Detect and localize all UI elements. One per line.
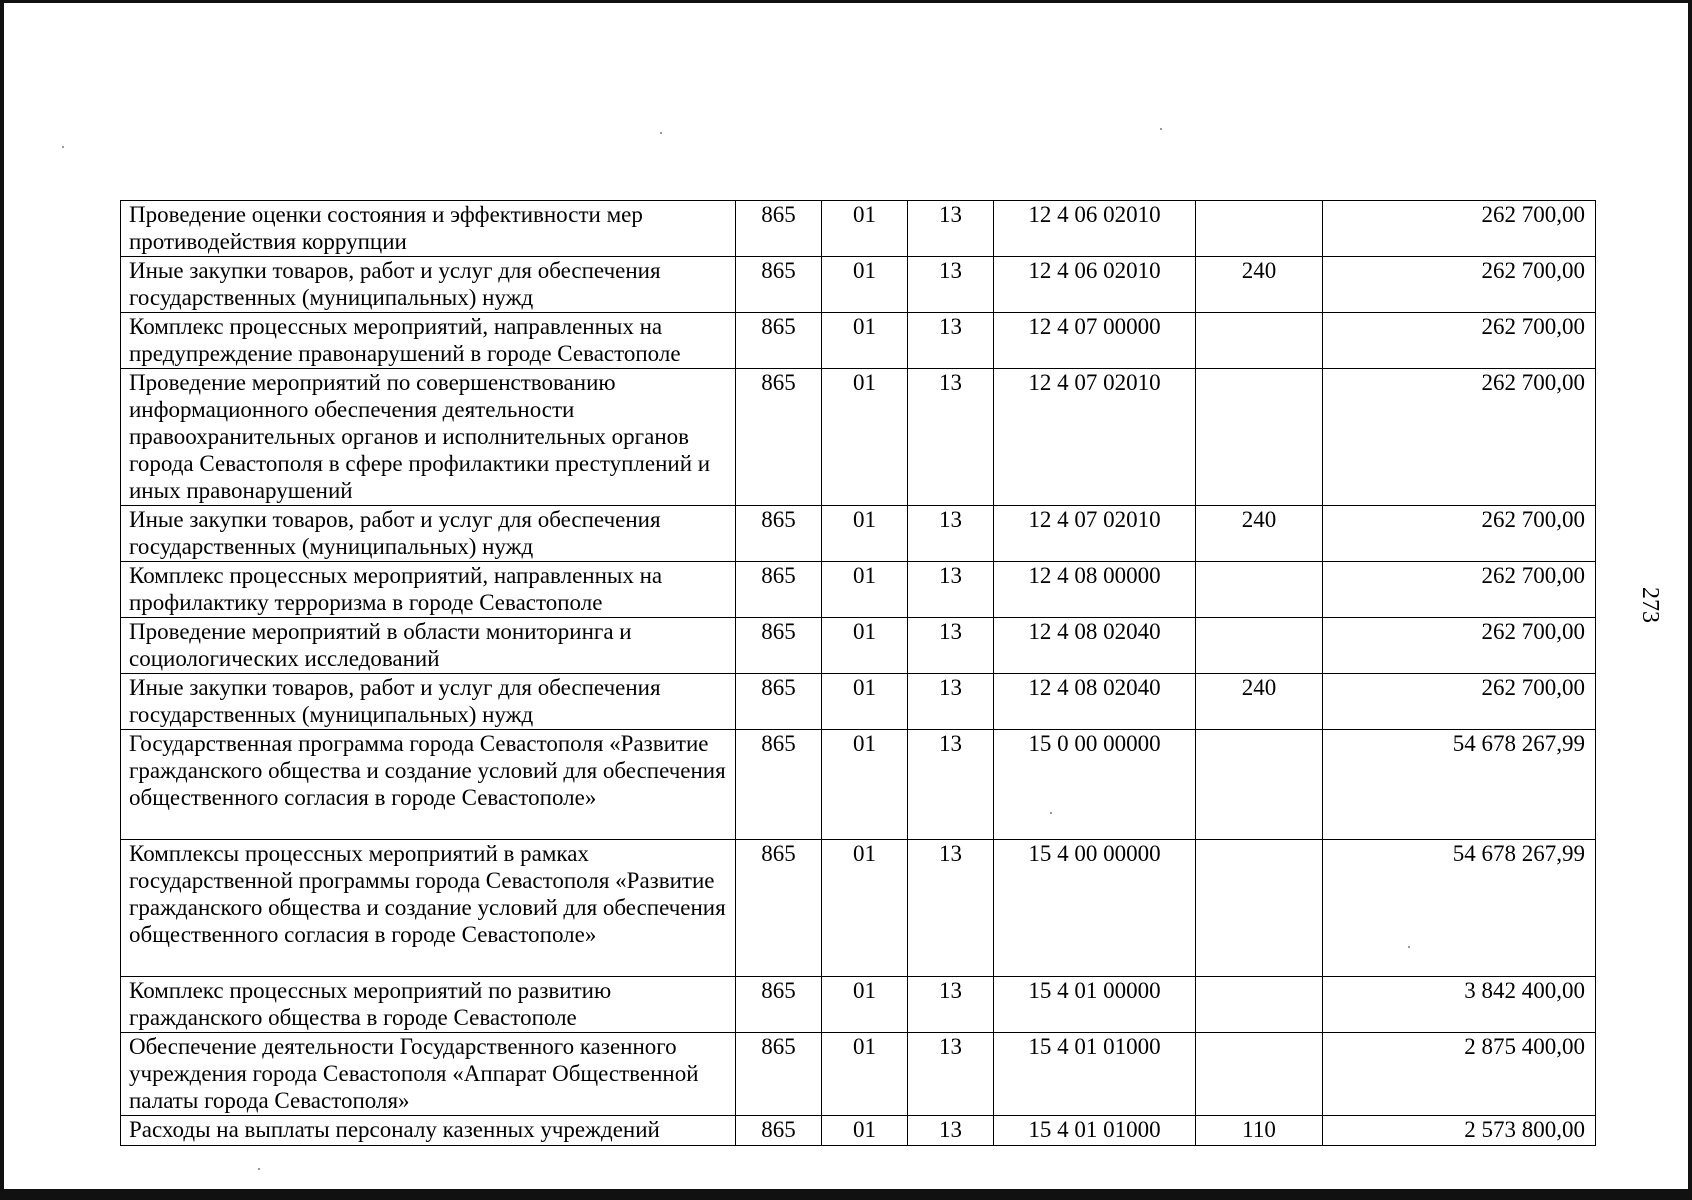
row-name: Иные закупки товаров, работ и услуг для обеспечения государственных (муниципальных) нужд: [121, 674, 736, 730]
row-grbs-code: 865: [736, 977, 822, 1033]
row-expense-type-code: [1196, 1033, 1323, 1116]
budget-table: [120, 200, 1596, 1146]
row-expense-type-code: 240: [1196, 257, 1323, 313]
row-subsection-code: 13: [908, 313, 994, 369]
row-expense-type-code: [1196, 562, 1323, 618]
row-subsection-code: 13: [908, 840, 994, 977]
row-subsection-code: 13: [908, 674, 994, 730]
row-name: Комплекс процессных мероприятий, направленных на предупреждение правонарушений в городе Севастополе: [121, 313, 736, 369]
row-grbs-code: 865: [736, 257, 822, 313]
row-subsection-code: 13: [908, 1116, 994, 1146]
row-subsection-code: 13: [908, 730, 994, 840]
row-name: Иные закупки товаров, работ и услуг для обеспечения государственных (муниципальных) нужд: [121, 506, 736, 562]
row-grbs-code: 865: [736, 369, 822, 506]
row-expense-type-code: [1196, 840, 1323, 977]
row-expense-type-code: 240: [1196, 674, 1323, 730]
table-row: [121, 506, 1596, 562]
table-row: [121, 201, 1596, 257]
scan-border-bottom: [0, 1189, 1692, 1200]
row-expense-type-code: [1196, 730, 1323, 840]
table-row: [121, 562, 1596, 618]
row-expense-type-code: [1196, 369, 1323, 506]
row-subsection-code: 13: [908, 201, 994, 257]
row-section-code: 01: [822, 674, 908, 730]
row-target-article-code: 12 4 07 02010: [994, 369, 1196, 506]
scan-border-left: [0, 0, 4, 1200]
row-expense-type-code: [1196, 313, 1323, 369]
row-expense-type-code: [1196, 977, 1323, 1033]
row-name: Комплекс процессных мероприятий, направленных на профилактику терроризма в городе Севастополе: [121, 562, 736, 618]
row-section-code: 01: [822, 369, 908, 506]
row-grbs-code: 865: [736, 840, 822, 977]
table-row: [121, 840, 1596, 977]
row-amount: 262 700,00: [1323, 506, 1596, 562]
row-target-article-code: 15 4 01 01000: [994, 1116, 1196, 1146]
scan-speck: [660, 132, 662, 134]
row-name: Комплексы процессных мероприятий в рамках государственной программы города Севастополя «Развитие гражданского общества и создание условий для обеспечения общественного согласия в городе Севастополе»: [121, 840, 736, 977]
row-section-code: 01: [822, 313, 908, 369]
row-subsection-code: 13: [908, 257, 994, 313]
row-target-article-code: 12 4 08 02040: [994, 674, 1196, 730]
row-amount: 262 700,00: [1323, 201, 1596, 257]
row-amount: 262 700,00: [1323, 618, 1596, 674]
row-section-code: 01: [822, 618, 908, 674]
row-grbs-code: 865: [736, 313, 822, 369]
row-grbs-code: 865: [736, 730, 822, 840]
row-grbs-code: 865: [736, 1116, 822, 1146]
row-amount: 262 700,00: [1323, 369, 1596, 506]
row-grbs-code: 865: [736, 201, 822, 257]
row-expense-type-code: 110: [1196, 1116, 1323, 1146]
row-target-article-code: 12 4 06 02010: [994, 201, 1196, 257]
row-amount: 54 678 267,99: [1323, 730, 1596, 840]
row-subsection-code: 13: [908, 618, 994, 674]
row-name: Комплекс процессных мероприятий по развитию гражданского общества в городе Севастополе: [121, 977, 736, 1033]
table-row: [121, 369, 1596, 506]
row-amount: 2 875 400,00: [1323, 1033, 1596, 1116]
row-amount: 3 842 400,00: [1323, 977, 1596, 1033]
row-section-code: 01: [822, 201, 908, 257]
row-section-code: 01: [822, 730, 908, 840]
row-grbs-code: 865: [736, 1033, 822, 1116]
row-target-article-code: 15 4 01 00000: [994, 977, 1196, 1033]
row-name: Проведение оценки состояния и эффективности мер противодействия коррупции: [121, 201, 736, 257]
row-section-code: 01: [822, 1033, 908, 1116]
row-amount: 262 700,00: [1323, 674, 1596, 730]
row-name: Проведение мероприятий в области мониторинга и социологических исследований: [121, 618, 736, 674]
row-amount: 2 573 800,00: [1323, 1116, 1596, 1146]
row-expense-type-code: [1196, 618, 1323, 674]
scan-speck: [62, 146, 64, 148]
row-target-article-code: 12 4 08 00000: [994, 562, 1196, 618]
row-amount: 262 700,00: [1323, 257, 1596, 313]
scan-border-top: [0, 0, 1692, 3]
row-expense-type-code: 240: [1196, 506, 1323, 562]
row-target-article-code: 15 4 00 00000: [994, 840, 1196, 977]
row-target-article-code: 15 0 00 00000: [994, 730, 1196, 840]
row-section-code: 01: [822, 840, 908, 977]
row-target-article-code: 15 4 01 01000: [994, 1033, 1196, 1116]
row-amount: 54 678 267,99: [1323, 840, 1596, 977]
table-row: [121, 977, 1596, 1033]
table-row: [121, 1116, 1596, 1146]
row-target-article-code: 12 4 07 00000: [994, 313, 1196, 369]
row-grbs-code: 865: [736, 506, 822, 562]
table-row: [121, 313, 1596, 369]
row-subsection-code: 13: [908, 977, 994, 1033]
scan-border-right: [1688, 0, 1692, 1200]
row-grbs-code: 865: [736, 562, 822, 618]
table-row: [121, 1033, 1596, 1116]
row-name: Расходы на выплаты персоналу казенных учреждений: [121, 1116, 736, 1146]
row-expense-type-code: [1196, 201, 1323, 257]
row-name: Государственная программа города Севастополя «Развитие гражданского общества и создание условий для обеспечения общественного согласия в городе Севастополе»: [121, 730, 736, 840]
row-amount: 262 700,00: [1323, 562, 1596, 618]
row-target-article-code: 12 4 07 02010: [994, 506, 1196, 562]
row-subsection-code: 13: [908, 562, 994, 618]
row-subsection-code: 13: [908, 369, 994, 506]
row-target-article-code: 12 4 08 02040: [994, 618, 1196, 674]
row-section-code: 01: [822, 562, 908, 618]
row-grbs-code: 865: [736, 618, 822, 674]
row-section-code: 01: [822, 257, 908, 313]
row-name: Обеспечение деятельности Государственного казенного учреждения города Севастополя «Аппарат Общественной палаты города Севастополя»: [121, 1033, 736, 1116]
page-number: 273: [1637, 587, 1663, 623]
table-row: [121, 674, 1596, 730]
row-section-code: 01: [822, 1116, 908, 1146]
row-name: Иные закупки товаров, работ и услуг для обеспечения государственных (муниципальных) нужд: [121, 257, 736, 313]
row-subsection-code: 13: [908, 1033, 994, 1116]
row-name: Проведение мероприятий по совершенствованию информационного обеспечения деятельности правоохранительных органов и исполнительных органов города Севастополя в сфере профилактики преступлений и иных правонарушений: [121, 369, 736, 506]
row-section-code: 01: [822, 506, 908, 562]
row-section-code: 01: [822, 977, 908, 1033]
row-amount: 262 700,00: [1323, 313, 1596, 369]
budget-table-body: [121, 201, 1596, 1146]
table-row: [121, 257, 1596, 313]
row-target-article-code: 12 4 06 02010: [994, 257, 1196, 313]
scan-speck: [258, 1168, 260, 1170]
row-subsection-code: 13: [908, 506, 994, 562]
table-row: [121, 618, 1596, 674]
table-row: [121, 730, 1596, 840]
scan-speck: [1160, 128, 1162, 130]
row-grbs-code: 865: [736, 674, 822, 730]
